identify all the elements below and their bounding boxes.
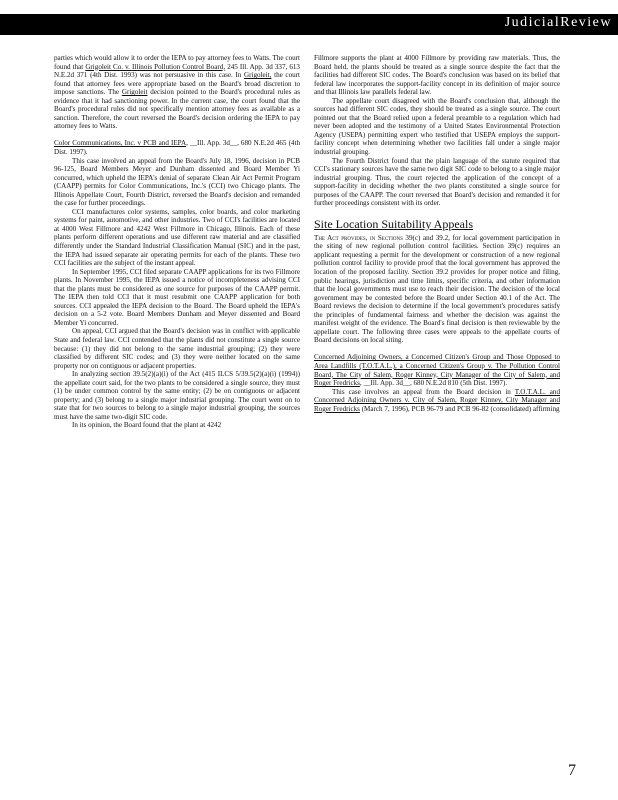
text: This case involves an appeal from the Board decision in <box>332 387 511 396</box>
case-citation: Grigoleit, <box>244 71 272 80</box>
paragraph <box>54 54 300 131</box>
text: the court found that attorney fees were appropriate based on the Board's broad discretion to impose sanctions. The <box>54 71 301 97</box>
text: (March 7, 1996), PCB 96-79 and PCB 96-82 (consolidated) affirming <box>361 404 560 413</box>
left-column <box>54 54 300 430</box>
case-cite: , __Ill. App. 3d__, 680 N.E.2d 465 (4th Dist. 1997). <box>54 139 300 156</box>
paragraph: This case involved an appeal from the Board's July 18, 1996, decision in PCB 96-125, Board Members Meyer and Dunham dissented and Board Member Yi concurred, which upheld the IEPA's denial of separate Clean Air Act Permit Program (CAAPP) permits for Color Communications, Inc.'s (CCI) two Chicago plants. The Illinois Appellate Court, Fourth District, reversed the Board's decision and remanded the case for further proceedings. <box>54 156 300 208</box>
paragraph: In analyzing section 39.5(2)(a)(i) of the Act (415 ILCS 5/39.5(2)(a)(i) (1994)) the appellate court said, for the two plants to be considered a single source, they must (1) be under common control by the same entity; (2) be on contiguous or adjacent property; and (3) belong to a single major industrial grouping. The court went on to state that for two sources to belong to a single major industrial grouping, the sources must have the same two-digit SIC code. <box>54 370 300 421</box>
paragraph: On appeal, CCI argued that the Board's decision was in conflict with applicable State and federal law. CCI contended that the plants did not constitute a single source because: (1) they did not belong to the same industrial grouping; (2) they were classified by different SIC codes; and (3) they were neither located on the same property nor on contiguous or adjacent properties. <box>54 327 300 370</box>
header-title: JudicialReview <box>504 15 612 30</box>
paragraph: The Fourth District found that the plain language of the statute required that CCI's stationary sources have the same two digit SIC code to belong to a single major industrial grouping. Thus, the court rejected the application of the concept of a support-facility in deciding whether the two plants constituted a single source for purposes of the CAAPP. The court reversed that Board's decision and remanded it for further proceedings consistent with its order. <box>314 156 560 208</box>
page-number: 7 <box>568 762 576 779</box>
text: 245 Ill. App. 3d 337, 613 N.E.2d 371 (4th Dist. 1993) was not persuasive in this case. In <box>54 62 300 80</box>
case-citation: T.O.T.A.L. and Concerned Adjoining Owners v. City of Salem, Roger Kinney, City Manager and Roger Fredricks <box>314 387 560 413</box>
case-heading <box>54 139 300 156</box>
lead-in: The Act provides, in Sections <box>314 233 403 242</box>
case-citation: Grigoleit <box>121 88 148 97</box>
case-title: Concerned Adjoining Owners, a Concerned Citizen's Group and Those Opposed to Area Landfills (T.O.T.A.L.), a Concerned Citizen's Group v. The Pollution Control Board, The City of Salem, Roger Kinney, City Manager of the City of Salem, and Roger Fredricks <box>314 353 560 388</box>
case-citation: Grigoleit Co. v. Illinois Pollution Control Board, <box>85 62 226 71</box>
right-column <box>314 54 560 413</box>
paragraph: Fillmore supports the plant at 4000 Fillmore by providing raw materials. Thus, the Board held, the plants should be treated as a single source despite the fact that the facilities had different SIC codes. The Board's conclusion was based on its belief that federal law incorporates the support-facility concept in its definition of major source and that Illinois law parallels federal law. <box>314 54 560 97</box>
paragraph <box>314 388 560 414</box>
text: parties which would allow it to order the IEPA to pay attorney fees to Watts. The court found that <box>54 54 300 71</box>
text: 39(c) and 39.2, for local government participation in the siting of new regional pollution control facilities. Section 39(c) requires an applicant requesting a permit for the development or construction of a new regional pollution control facility to provide proof that the local government has approved the location of the proposed facility. Section 39.2 provides for proper notice and filing, public hearings, jurisdiction and time limits, specific criteria, and other information that the local governments must use to reach their decision. The decision of the local government may be contested before the Board under Section 40.1 of the Act. The Board reviews the decision to determine if the local government's procedures satisfy the principles of fundamental fairness and whether the decision was against the manifest weight of the evidence. The Board's final decision is then reviewable by the appellate court. The following three cases were appeals to the appellate courts of Board decisions on local siting. <box>314 233 560 345</box>
text: decision pointed to the Board's procedural rules as evidence that it had sanctioning power. In the current case, the court found that the Board's procedural rules did not specifically mention attorney fees as available as a sanction. Therefore, the court reversed the Board's decision ordering the IEPA to pay attorney fees to Watts. <box>54 88 301 131</box>
section-heading: Site Location Suitability Appeals <box>314 216 473 231</box>
paragraph: In its opinion, the Board found that the plant at 4242 <box>72 421 222 430</box>
header-bar <box>0 14 618 35</box>
case-cite: , __Ill. App. 3d__, 680 N.E.2d 810 (5th Dist. 1997). <box>359 379 508 388</box>
case-heading <box>314 353 560 387</box>
paragraph: The appellate court disagreed with the Board's conclusion that, although the sources had different SIC codes, they should be treated as a single source. The court pointed out that the Board relied upon a federal preamble to a regulation which had never been adopted and the testimony of a United States Environmental Protection Agency (USEPA) permitting expert who testified that USEPA employs the support-facility concept when determining whether two facilities fall under a single major industrial grouping. <box>314 96 560 157</box>
paragraph: CCI manufactures color systems, samples, color boards, and color marketing systems for paint, automotive, and other industries. Two of CCI's facilities are located at 4000 West Fillmore and 4242 West Fillmore in Chicago, Illinois. Each of these plants perform different operations and use different raw material and are classified differently under the Standard Industrial Classification Manual (SIC) and in the past, the IEPA had issued separate air operating permits for each of the plants. These two CCI facilities are the subject of the instant appeal. <box>54 207 300 268</box>
paragraph <box>314 234 560 345</box>
case-title: Color Communications, Inc. v PCB and IEPA <box>54 139 187 148</box>
paragraph: In September 1995, CCI filed separate CAAPP applications for its two Fillmore plants. In November 1995, the IEPA issued a notice of incompleteness advising CCI that the plants must be considered as one source for purposes of the CAAPP permit. The IEPA then told CCI that it must resubmit one CAAPP application for both sources. CCI appealed the IEPA decision to the Board. The Board upheld the IEPA's decision on a 5-2 vote. Board Members Dunham and Meyer dissented and Board Member Yi concurred. <box>54 267 300 327</box>
